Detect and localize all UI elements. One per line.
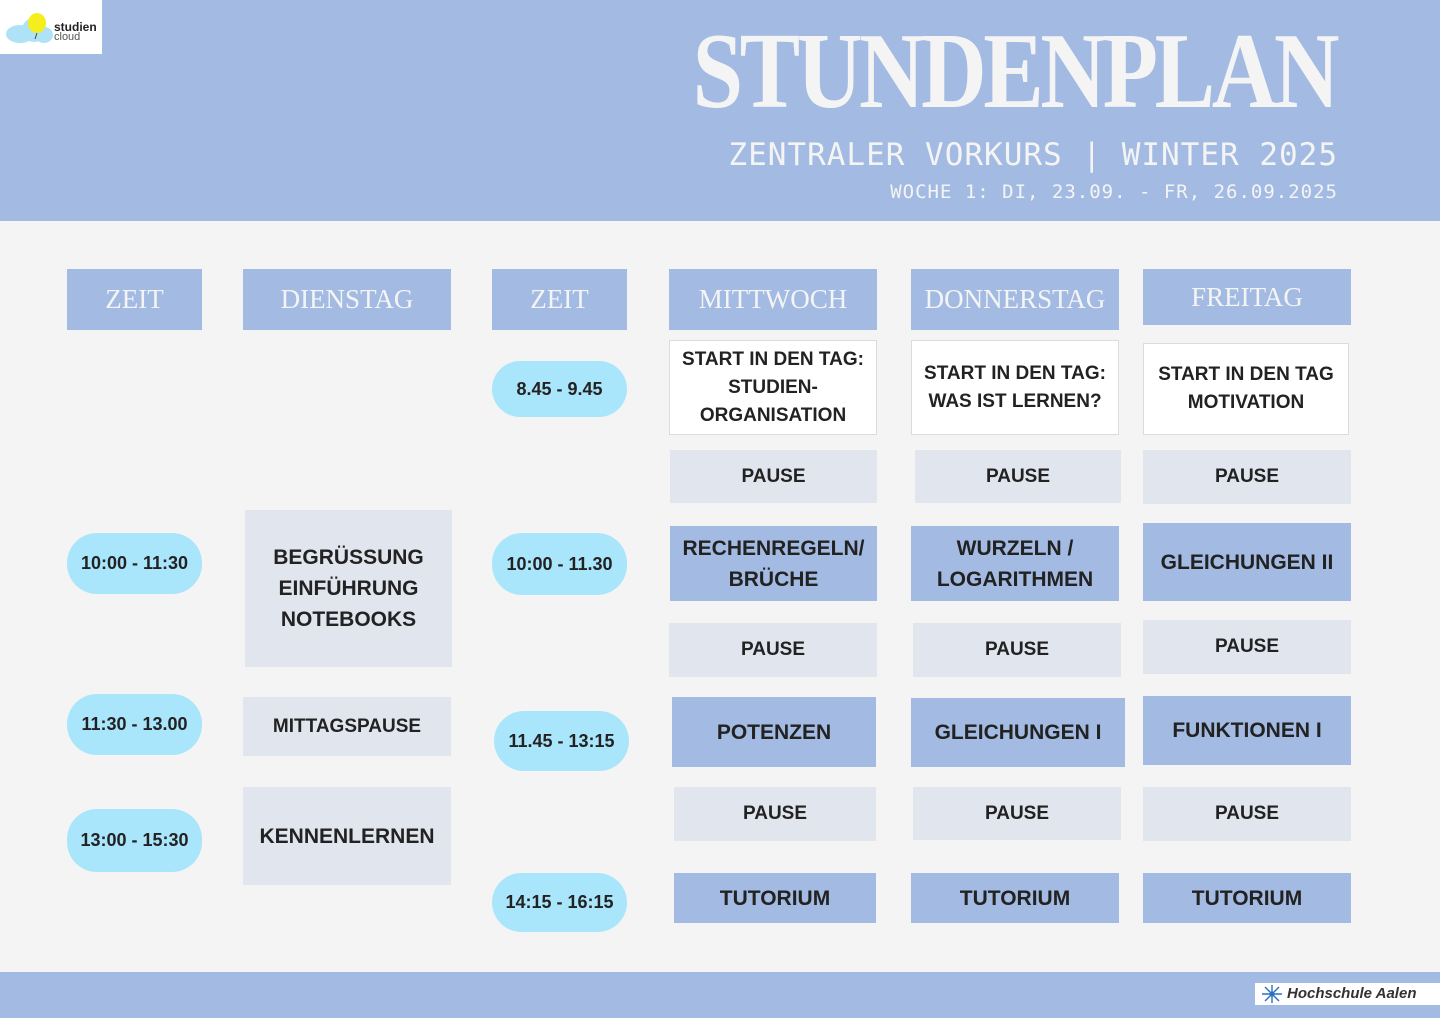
mittwoch-start-block: START IN DEN TAG: STUDIEN- ORGANISATION bbox=[669, 340, 877, 435]
page-subtitle: ZENTRALER VORKURS | WINTER 2025 bbox=[728, 137, 1338, 173]
mittwoch-pause-1: PAUSE bbox=[670, 450, 877, 503]
dienstag-welcome-block: BEGRÜSSUNG EINFÜHRUNG NOTEBOOKS bbox=[245, 510, 452, 667]
freitag-start-block: START IN DEN TAG MOTIVATION bbox=[1143, 343, 1349, 435]
column-header-zeit-dienstag: ZEIT bbox=[67, 269, 202, 330]
cloud-balloon-icon bbox=[4, 12, 54, 44]
starburst-icon bbox=[1259, 984, 1285, 1004]
column-header-zeit-week: ZEIT bbox=[492, 269, 627, 330]
hochschule-aalen-text: Hochschule Aalen bbox=[1287, 985, 1417, 1002]
donnerstag-pause-2: PAUSE bbox=[913, 623, 1121, 677]
dienstag-kennenlernen-block: KENNENLERNEN bbox=[243, 787, 451, 885]
column-header-mittwoch: MITTWOCH bbox=[669, 269, 877, 330]
donnerstag-start-block: START IN DEN TAG: WAS IST LERNEN? bbox=[911, 340, 1119, 435]
freitag-pause-1: PAUSE bbox=[1143, 450, 1351, 504]
time-slot-week-4: 14:15 - 16:15 bbox=[492, 873, 627, 932]
column-header-donnerstag: DONNERSTAG bbox=[911, 269, 1119, 330]
donnerstag-session-3: TUTORIUM bbox=[911, 873, 1119, 923]
logo-text-cloud: cloud bbox=[54, 31, 81, 43]
time-slot-dienstag-3: 13:00 - 15:30 bbox=[67, 809, 202, 872]
donnerstag-pause-3: PAUSE bbox=[913, 787, 1121, 840]
time-slot-week-1: 8.45 - 9.45 bbox=[492, 361, 627, 417]
freitag-session-2: FUNKTIONEN I bbox=[1143, 696, 1351, 765]
freitag-pause-2: PAUSE bbox=[1143, 620, 1351, 674]
donnerstag-session-1: WURZELN / LOGARITHMEN bbox=[911, 526, 1119, 601]
dienstag-lunch-block: MITTAGSPAUSE bbox=[243, 697, 451, 756]
mittwoch-pause-2: PAUSE bbox=[669, 623, 877, 677]
mittwoch-session-2: POTENZEN bbox=[672, 697, 876, 767]
time-slot-dienstag-1: 10:00 - 11:30 bbox=[67, 533, 202, 594]
time-slot-week-2: 10:00 - 11.30 bbox=[492, 533, 627, 595]
page-title: STUNDENPLAN bbox=[692, 12, 1336, 131]
column-header-dienstag: DIENSTAG bbox=[243, 269, 451, 330]
week-range: WOCHE 1: DI, 23.09. - FR, 26.09.2025 bbox=[890, 181, 1338, 203]
mittwoch-session-3: TUTORIUM bbox=[674, 873, 876, 923]
hochschule-aalen-logo bbox=[1255, 983, 1440, 1005]
donnerstag-session-2: GLEICHUNGEN I bbox=[911, 698, 1125, 767]
mittwoch-session-1: RECHENREGELN/ BRÜCHE bbox=[670, 526, 877, 601]
mittwoch-pause-3: PAUSE bbox=[674, 787, 876, 841]
time-slot-dienstag-2: 11:30 - 13.00 bbox=[67, 694, 202, 755]
freitag-session-1: GLEICHUNGEN II bbox=[1143, 523, 1351, 601]
freitag-pause-3: PAUSE bbox=[1143, 787, 1351, 841]
footer-banner bbox=[0, 972, 1440, 1018]
freitag-session-3: TUTORIUM bbox=[1143, 873, 1351, 923]
time-slot-week-3: 11.45 - 13:15 bbox=[494, 711, 629, 771]
logo-text-studien: studien bbox=[54, 20, 97, 34]
donnerstag-pause-1: PAUSE bbox=[915, 450, 1121, 503]
studiencloud-logo bbox=[0, 0, 102, 54]
column-header-freitag: FREITAG bbox=[1143, 269, 1351, 325]
